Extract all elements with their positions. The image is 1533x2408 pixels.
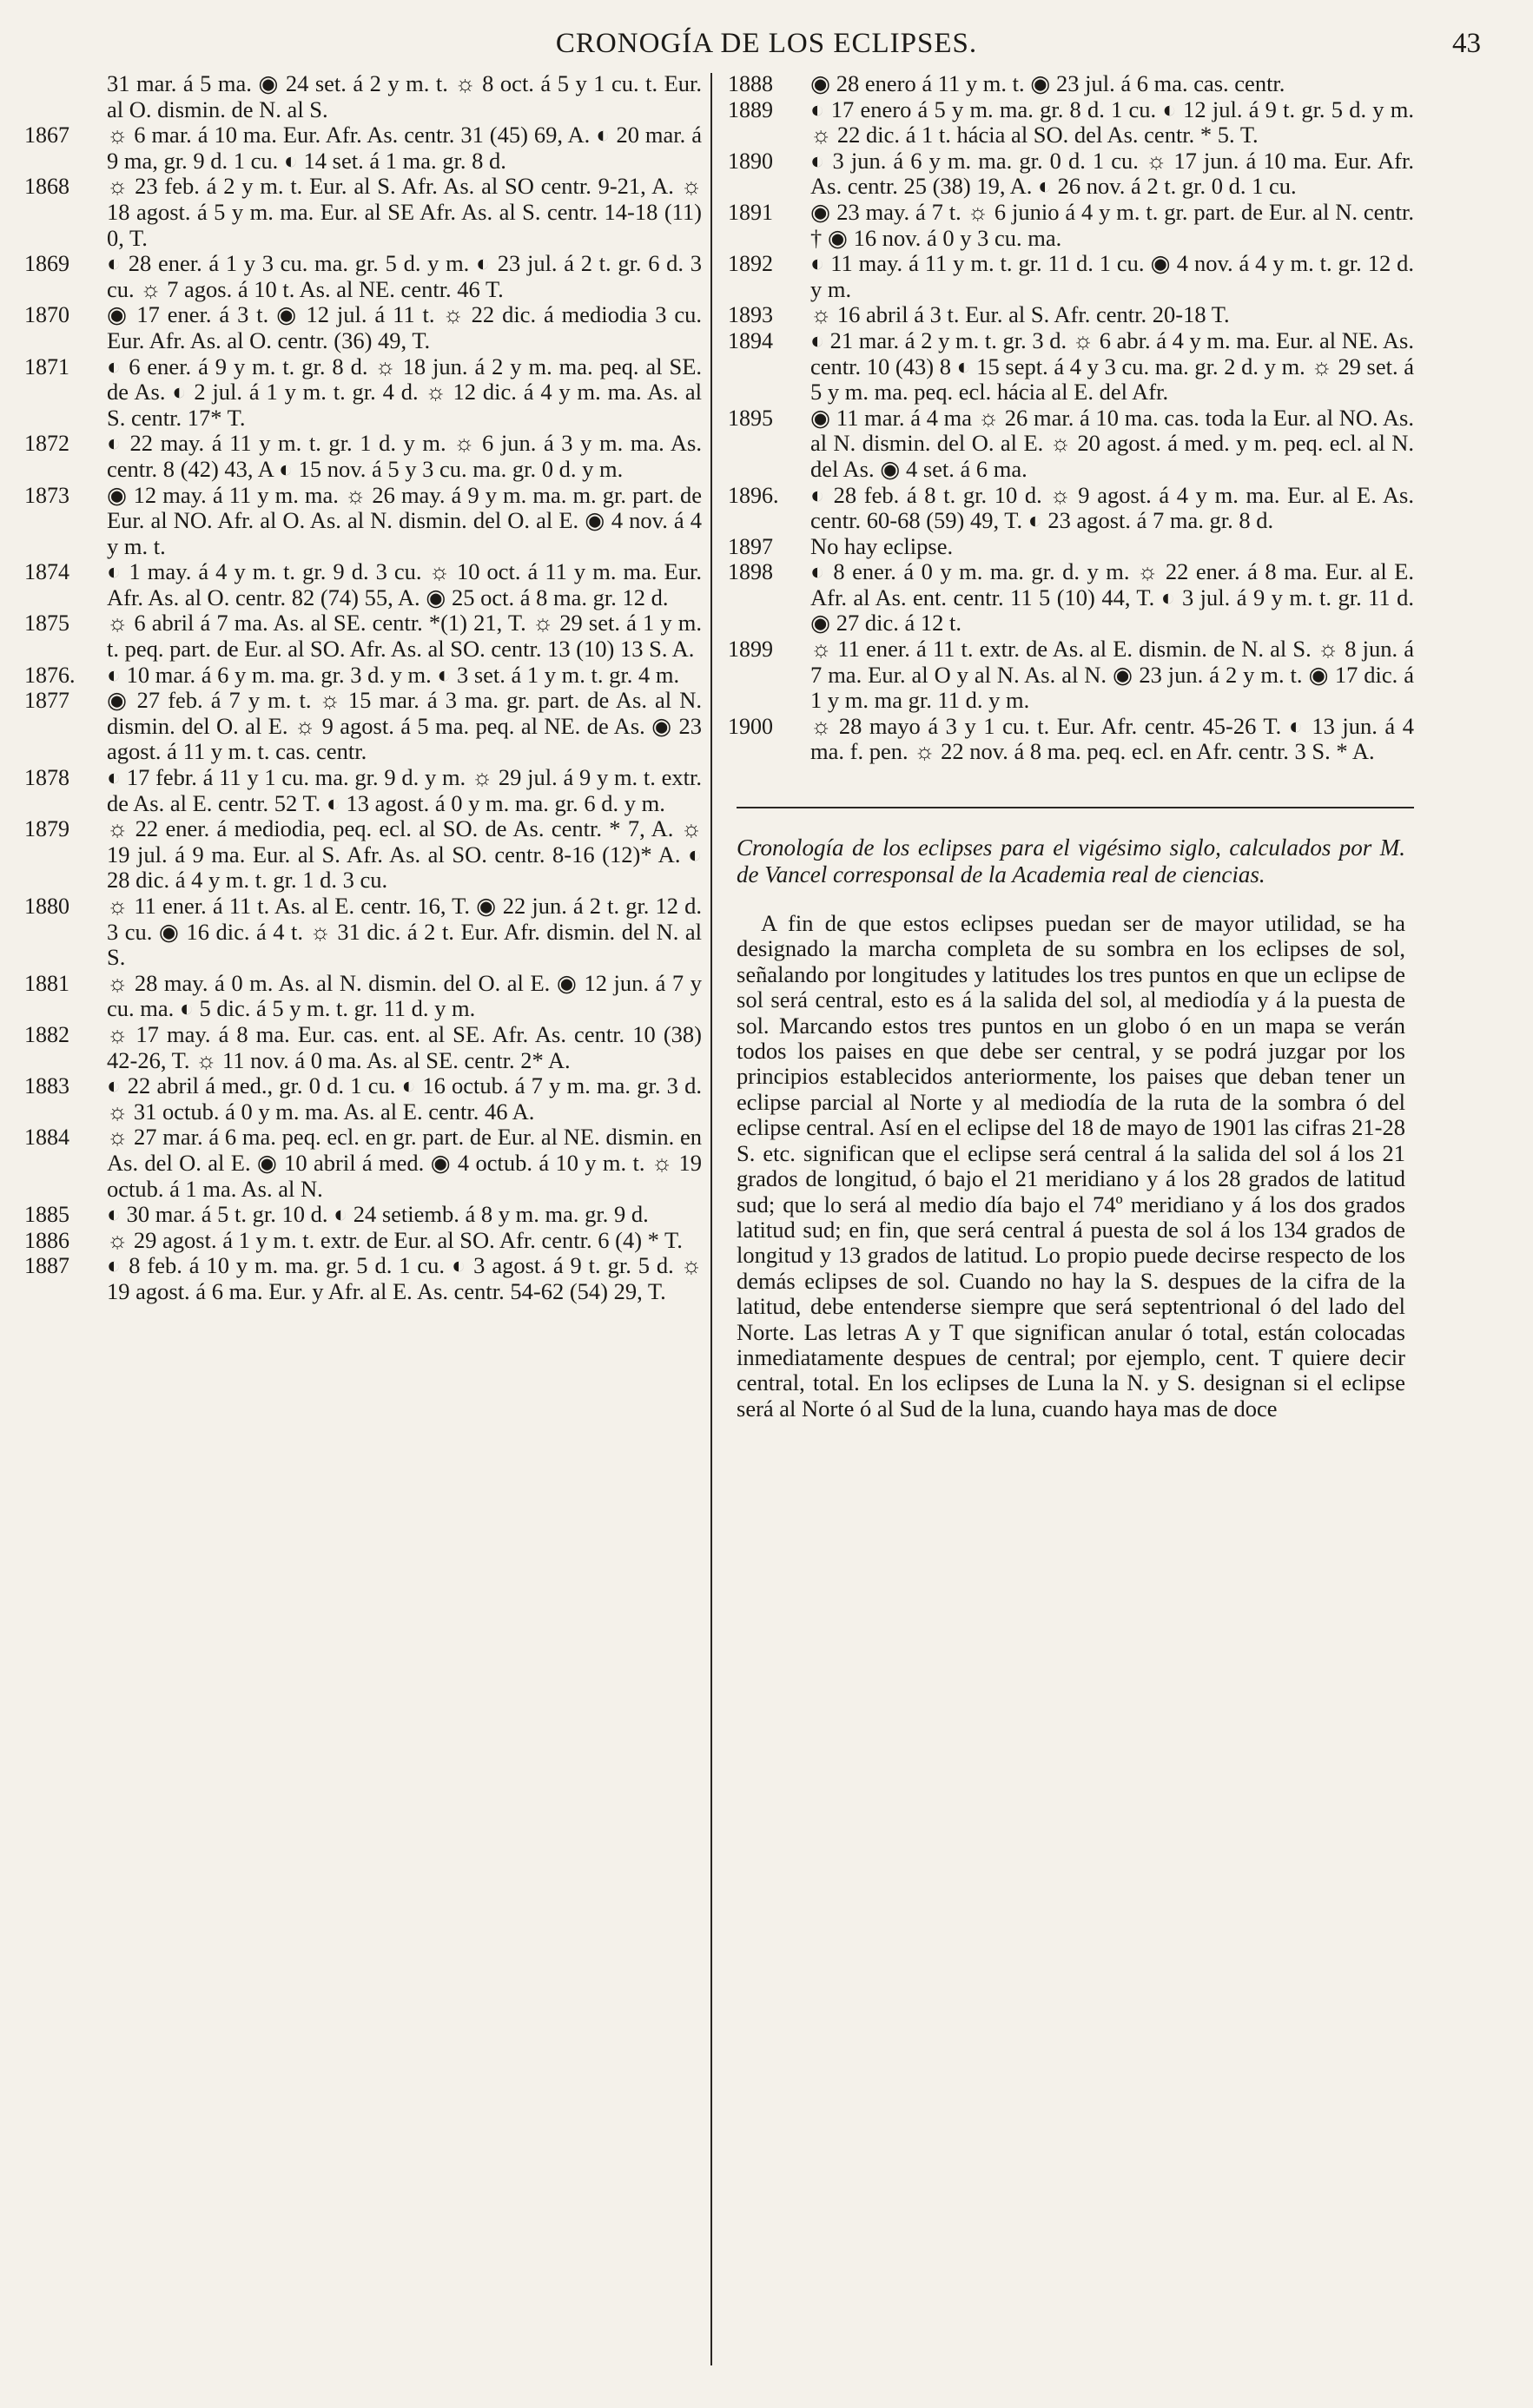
eclipse-entry: [24, 174, 702, 251]
entry-year: 1873: [24, 482, 69, 508]
entry-text: ☼ 11 ener. á 11 t. extr. de As. al E. dismin. de N. al S. ☼ 8 jun. á 7 ma. Eur. al O y al N. As. al N. ◉ 23 jun. á 2 y m. t. ◉ 17 dic. á 1 y m. ma gr. 11 d. y m.: [810, 636, 1414, 714]
right-column: [728, 71, 1414, 1422]
entry-year: 1870: [24, 302, 69, 328]
entry-year: 1884: [24, 1125, 69, 1151]
column-divider: [710, 73, 712, 2365]
entry-text: ◉ 23 may. á 7 t. ☼ 6 junio á 4 y m. t. gr. part. de Eur. al N. centr. † ◉ 16 nov. á 0 y 3 cu. ma.: [810, 198, 1414, 251]
entry-text: ☼ 29 agost. á 1 y m. t. extr. de Eur. al SO. Afr. centr. 6 (4) * T.: [107, 1226, 683, 1253]
eclipse-entry: [728, 637, 1414, 714]
eclipse-entry: [24, 354, 702, 432]
page-number: 43: [1452, 28, 1481, 59]
eclipse-entry: [24, 483, 702, 560]
entry-text: ☼ 23 feb. á 2 y m. t. Eur. al S. Afr. As. al SO centr. 9-21, A. ☼ 18 agost. á 5 y m. ma. Eur. al SE Afr. As. al S. centr. 14-18 (11) 0, T.: [107, 173, 702, 251]
entry-year: 1899: [728, 637, 773, 663]
entry-year: 1874: [24, 559, 69, 585]
entry-text: No hay eclipse.: [810, 532, 954, 559]
entry-year: 1868: [24, 174, 69, 200]
entry-text: ◉ 28 enero á 11 y m. t. ◉ 23 jul. á 6 ma. cas. centr.: [810, 70, 1285, 96]
entry-text: ☼ 17 may. á 8 ma. Eur. cas. ent. al SE. Afr. As. centr. 10 (38) 42-26, T. ☼ 11 nov. á 0 ma. As. al SE. centr. 2* A.: [107, 1020, 702, 1073]
eclipse-entry: [24, 1228, 702, 1254]
eclipse-entry: [24, 894, 702, 971]
entry-year: 1890: [728, 148, 773, 174]
entry-year: 1894: [728, 327, 773, 353]
eclipse-entry: [24, 765, 702, 816]
entry-year: 1892: [728, 251, 773, 277]
entry-year: 1900: [728, 713, 773, 739]
entry-text: ◐ 6 ener. á 9 y m. t. gr. 8 d. ☼ 18 jun. á 2 y m. ma. peq. al SE. de As. ◐ 2 jul. á 1 y m. t. gr. 4 d. ☼ 12 dic. á 4 y m. ma. As. al S. centr. 17* T.: [107, 353, 702, 431]
eclipse-entry: [728, 302, 1414, 328]
section-rule: [737, 807, 1414, 808]
entry-text: ◐ 11 may. á 11 y m. t. gr. 11 d. 1 cu. ◉ 4 nov. á 4 y m. t. gr. 12 d. y m.: [810, 250, 1414, 302]
entry-text: ◐ 10 mar. á 6 y m. ma. gr. 3 d. y m. ◐ 3 set. á 1 y m. t. gr. 4 m.: [107, 661, 680, 688]
entry-year: 1893: [728, 302, 773, 328]
eclipse-entry: [24, 688, 702, 765]
entry-year: 1872: [24, 431, 69, 457]
eclipse-entry: [728, 97, 1414, 148]
eclipse-entry: [24, 1202, 702, 1228]
entry-text: ◐ 28 ener. á 1 y 3 cu. ma. gr. 5 d. y m. ◐ 23 jul. á 2 t. gr. 6 d. 3 cu. ☼ 7 agos. á 10 t. As. al NE. centr. 46 T.: [107, 250, 702, 302]
eclipse-entry: [24, 251, 702, 302]
entry-year: 1875: [24, 610, 69, 637]
eclipse-entry: [728, 328, 1414, 406]
entry-text: ◐ 3 jun. á 6 y m. ma. gr. 0 d. 1 cu. ☼ 17 jun. á 10 ma. Eur. Afr. As. centr. 25 (38) 19, A. ◐ 26 nov. á 2 t. gr. 0 d. 1 cu.: [810, 147, 1414, 200]
entry-year: 1897: [728, 533, 773, 559]
entry-text: ◐ 17 febr. á 11 y 1 cu. ma. gr. 9 d. y m. ☼ 29 jul. á 9 y m. t. extr. de As. al E. centr. 52 T. ◐ 13 agost. á 0 y m. ma. gr. 6 d. y m.: [107, 764, 702, 816]
eclipse-entry: [728, 559, 1414, 637]
entry-year: 1882: [24, 1021, 69, 1047]
entry-text: ☼ 16 abril á 3 t. Eur. al S. Afr. centr. 20-18 T.: [810, 301, 1230, 328]
entry-year: 1889: [728, 96, 773, 122]
entry-year: 1895: [728, 405, 773, 431]
entry-text: ☼ 6 abril á 7 ma. As. al SE. centr. *(1) 21, T. ☼ 29 set. á 1 y m. t. peq. part. de Eur. al SO. Afr. As. al SO. centr. 13 (10) 13 S. A.: [107, 610, 702, 663]
eclipse-entry: [24, 1253, 702, 1304]
explanatory-text: A fin de que estos eclipses puedan ser de mayor utilidad, se ha designado la marcha completa de su sombra en los eclipses de sol, señalando por longitudes y latitudes los tres puntos en que un eclipse de sol será central, esto es á la salida del sol, al mediodía y á la puesta de sol. Marcando estos tres puntos en un globo ó en un mapa se verán todos los paises en que debe ser central, y se podrá juzgar por los principios establecidos anteriormente, los paises que deban tener un eclipse parcial al Norte y al mediodía de la ruta de la sombra ó del eclipse central. Así en el eclipse del 18 de mayo de 1901 las cifras 21-28 S. etc. significan que el eclipse será central á la salida del sol á los 21 grados de longitud, ó bajo el 21 meridiano y á los 28 grados de latitud sud; que lo será al medio día bajo el 74º meridiano y á los dos grados latitud sud; en fin, que será central á puesta de sol á los 134 grados de longitud y 13 grados de latitud. Lo propio puede decirse respecto de los demás eclipses de sol. Cuando no hay la S. despues de la cifra de la latitud, debe entenderse siempre que será septentrional ó del lado del Norte. Las letras A y T que significan anular ó total, están colocadas inmediatamente despues de central; por ejemplo, cent. T quiere decir central, total. En los eclipses de Luna la N. y S. designan si el eclipse será al Norte ó al Sud de la luna, cuando haya mas de doce: [737, 910, 1405, 1422]
entry-text: ◐ 21 mar. á 2 y m. t. gr. 3 d. ☼ 6 abr. á 4 y m. ma. Eur. al NE. As. centr. 10 (43) 8 ◐ 15 sept. á 4 y 3 cu. ma. gr. 2 d. y m. ☼ 29 set. á 5 y m. ma. peq. ecl. hácia al E. del Afr.: [810, 327, 1414, 406]
entry-year: 1887: [24, 1253, 69, 1279]
eclipse-entry: [728, 200, 1414, 251]
eclipse-entry: [24, 971, 702, 1022]
eclipse-entry: [24, 302, 702, 353]
entry-year: 1896.: [728, 482, 779, 508]
entry-text: ☼ 11 ener. á 11 t. As. al E. centr. 16, T. ◉ 22 jun. á 2 t. gr. 12 d. 3 cu. ◉ 16 dic. á 4 t. ☼ 31 dic. á 2 t. Eur. Afr. dismin. del N. al S.: [107, 893, 702, 971]
right-entries: [728, 71, 1414, 765]
entry-year: 1898: [728, 559, 773, 585]
entry-year: 1879: [24, 816, 69, 842]
eclipse-entry: [728, 71, 1414, 97]
page-header: [0, 19, 1533, 71]
eclipse-entry: [24, 610, 702, 662]
entry-text: ◐ 28 feb. á 8 t. gr. 10 d. ☼ 9 agost. á 4 y m. ma. Eur. al E. As. centr. 60-68 (59) 49, T. ◐ 23 agost. á 7 ma. gr. 8 d.: [810, 481, 1414, 534]
entry-year: 1888: [728, 71, 773, 96]
entry-text: ◉ 12 may. á 11 y m. ma. ☼ 26 may. á 9 y m. ma. m. gr. part. de Eur. al NO. Afr. al O. As. al N. dismin. del O. al E. ◉ 4 nov. á 4 y m. t.: [107, 481, 702, 559]
entry-year: 1871: [24, 353, 69, 379]
entry-year: 1880: [24, 894, 69, 919]
eclipse-entry: [24, 1125, 702, 1202]
entry-year: 1883: [24, 1073, 69, 1099]
entry-text: ◉ 27 feb. á 7 y m. t. ☼ 15 mar. á 3 ma. gr. part. de As. al N. dismin. del O. al E. ☼ 9 agost. á 5 ma. peq. al NE. de As. ◉ 23 agost. á 11 y m. t. cas. centr.: [107, 687, 702, 765]
entry-year: 1878: [24, 765, 69, 791]
entry-text: 31 mar. á 5 ma. ◉ 24 set. á 2 y m. t. ☼ 8 oct. á 5 y 1 cu. t. Eur. al O. dismin. de N. al S.: [107, 70, 702, 122]
eclipse-entry: [24, 816, 702, 894]
eclipse-entry: [728, 534, 1414, 560]
eclipse-entry: [24, 559, 702, 610]
entry-text: ◐ 8 ener. á 0 y m. ma. gr. d. y m. ☼ 22 ener. á 8 ma. Eur. al E. Afr. al As. ent. centr. 11 5 (10) 44, T. ◐ 3 jul. á 9 y m. t. gr. 11 d. ◉ 27 dic. á 12 t.: [810, 558, 1414, 637]
entry-year: 1885: [24, 1202, 69, 1228]
entry-year: 1876.: [24, 662, 76, 688]
entry-text: ◐ 1 may. á 4 y m. t. gr. 9 d. 3 cu. ☼ 10 oct. á 11 y m. ma. Eur. Afr. As. al O. centr. 82 (74) 55, A. ◉ 25 oct. á 8 ma. gr. 12 d.: [107, 558, 702, 610]
entry-text: ◐ 30 mar. á 5 t. gr. 10 d. ◐ 24 setiemb. á 8 y m. ma. gr. 9 d.: [107, 1201, 649, 1228]
section-caption: Cronología de los eclipses para el vigésimo siglo, calculados por M. de Vancel corresponsal de la Academia real de ciencias.: [737, 835, 1405, 888]
entry-year: 1881: [24, 970, 69, 996]
eclipse-entry: [24, 1073, 702, 1125]
entry-year: 1869: [24, 251, 69, 277]
entry-text: ◐ 8 feb. á 10 y m. ma. gr. 5 d. 1 cu. ◐ 3 agost. á 9 t. gr. 5 d. ☼ 19 agost. á 6 ma. Eur. y Afr. al E. As. centr. 54-62 (54) 29, T.: [107, 1252, 702, 1304]
eclipse-entry: [24, 122, 702, 174]
entry-text: ◉ 17 ener. á 3 t. ◉ 12 jul. á 11 t. ☼ 22 dic. á mediodia 3 cu. Eur. Afr. As. al O. centr. (36) 49, T.: [107, 301, 702, 353]
entry-year: 1867: [24, 122, 69, 148]
running-title: CRONOGÍA DE LOS ECLIPSES.: [555, 28, 978, 59]
entry-text: ◉ 11 mar. á 4 ma ☼ 26 mar. á 10 ma. cas. toda la Eur. al NO. As. al N. dismin. del O. al E. ☼ 20 agost. á med. y m. peq. ecl. al N. del As. ◉ 4 set. á 6 ma.: [810, 404, 1414, 482]
eclipse-entry: [24, 71, 702, 122]
left-column: [24, 71, 702, 1305]
entry-year: 1891: [728, 199, 773, 225]
entry-text: ☼ 22 ener. á mediodia, peq. ecl. al SO. de As. centr. * 7, A. ☼ 19 jul. á 9 ma. Eur. al S. Afr. As. al SO. centr. 8-16 (12)* A. ◐ 28 dic. á 4 y m. t. gr. 1 d. 3 cu.: [107, 815, 702, 894]
eclipse-entry: [728, 148, 1414, 200]
eclipse-entry: [24, 431, 702, 482]
entry-text: ☼ 27 mar. á 6 ma. peq. ecl. en gr. part. de Eur. al NE. dismin. en As. del O. al E. ◉ 10 abril á med. ◉ 4 octub. á 10 y m. t. ☼ 19 octub. á 1 ma. As. al N.: [107, 1124, 702, 1202]
entry-year: 1886: [24, 1227, 69, 1253]
entry-text: ◐ 17 enero á 5 y m. ma. gr. 8 d. 1 cu. ◐ 12 jul. á 9 t. gr. 5 d. y m. ☼ 22 dic. á 1 t. hácia al SO. del As. centr. * 5. T.: [810, 96, 1414, 148]
entry-text: ◐ 22 may. á 11 y m. t. gr. 1 d. y m. ☼ 6 jun. á 3 y m. ma. As. centr. 8 (42) 43, A ◐ 15 nov. á 5 y 3 cu. ma. gr. 0 d. y m.: [107, 430, 702, 482]
eclipse-entry: [24, 663, 702, 689]
eclipse-entry: [24, 1022, 702, 1073]
entry-year: 1877: [24, 688, 69, 714]
eclipse-entry: [728, 714, 1414, 765]
eclipse-entry: [728, 483, 1414, 534]
entry-text: ☼ 6 mar. á 10 ma. Eur. Afr. As. centr. 31 (45) 69, A. ◐ 20 mar. á 9 ma, gr. 9 d. 1 cu. ◐ 14 set. á 1 ma. gr. 8 d.: [107, 122, 702, 174]
entry-text: ◐ 22 abril á med., gr. 0 d. 1 cu. ◐ 16 octub. á 7 y m. ma. gr. 3 d. ☼ 31 octub. á 0 y m. ma. As. al E. centr. 46 A.: [107, 1072, 702, 1125]
entry-text: ☼ 28 may. á 0 m. As. al N. dismin. del O. al E. ◉ 12 jun. á 7 y cu. ma. ◐ 5 dic. á 5 y m. t. gr. 11 d. y m.: [107, 969, 702, 1022]
entry-text: ☼ 28 mayo á 3 y 1 cu. t. Eur. Afr. centr. 45-26 T. ◐ 13 jun. á 4 ma. f. pen. ☼ 22 nov. á 8 ma. peq. ecl. en Afr. centr. 3 S. * A.: [810, 712, 1414, 765]
eclipse-entry: [728, 406, 1414, 483]
eclipse-entry: [728, 251, 1414, 302]
